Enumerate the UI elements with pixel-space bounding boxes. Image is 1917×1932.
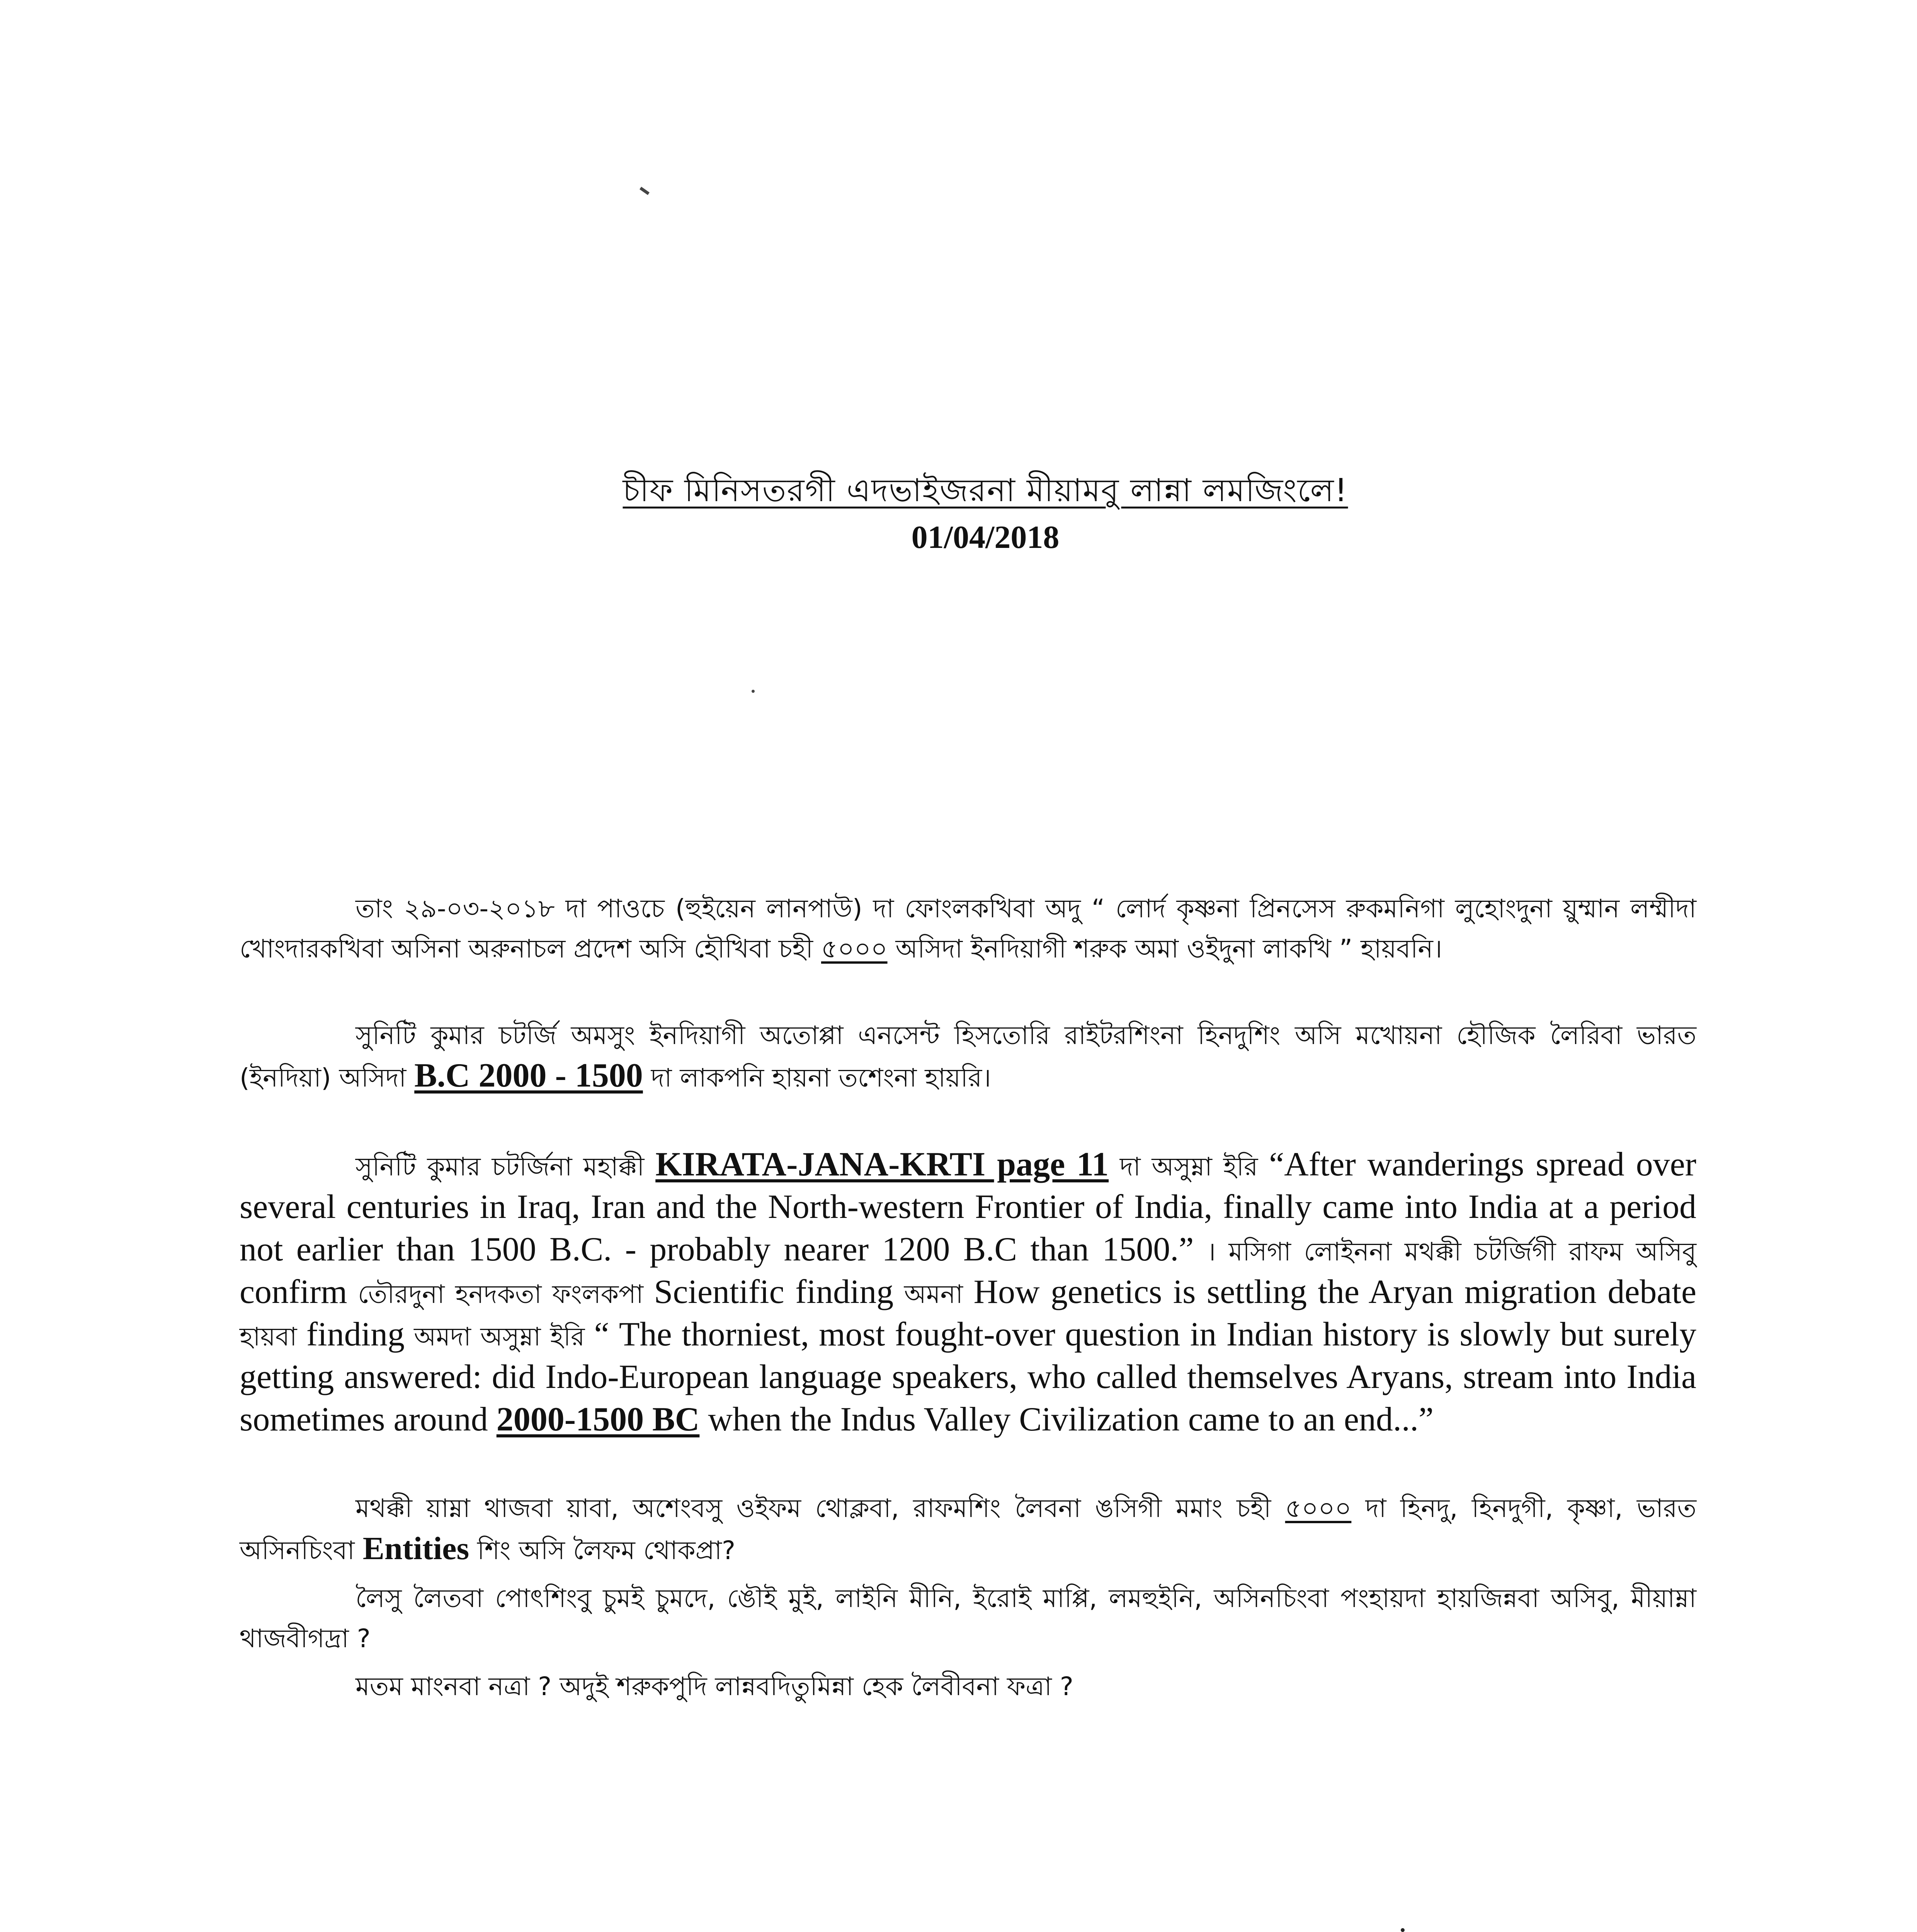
paragraph-3-quote-3-a: “ The thorniest, most fought-over question in Indian history is slowly but surely getting answered: did Indo-European language speakers, who called themselves Aryans, stream into India sometimes around — [240, 1316, 1696, 1438]
paragraph-3-scientific-finding: Scientific finding — [654, 1273, 894, 1311]
paragraph-6 — [240, 1667, 1696, 1707]
paragraph-4-text-b: দা হিনদু, হিনদুগী, কৃষ্ণা, ভারত অসিনচিংবা — [240, 1493, 1697, 1565]
paragraph-3-date-range: 2000-1500 BC — [496, 1401, 700, 1438]
paragraph-2-text-a: সুনিটি কুমার চটর্জি অমসুং ইনদিয়াগী অতোপ্পা এনসেন্ট হিসতোরি রাইটরশিংনা হিনদুশিং অসি মখোয়না হৌজিক লৈরিবা ভারত (ইনদিয়া) অসিদা — [240, 1020, 1696, 1093]
document-title: চীফ মিনিসতরগী এদভাইজরনা মীয়ামবু লান্না লমজিংলে! — [623, 472, 1348, 509]
header — [502, 468, 1468, 559]
paragraph-3-confirm: confirm — [240, 1273, 347, 1311]
paragraph-3-text-a: সুনিটি কুমার চটর্জিনা মহাক্কী — [356, 1152, 656, 1182]
paragraph-1-text-b: অসিদা ইনদিয়াগী শরুক অমা ওইদুনা লাকখি ” হায়বনি। — [887, 934, 1442, 964]
paragraph-5-text: লৈসু লৈতবা পোৎশিংবু চুমই চুমদে, ঙৌই মুই, লাইনি মীনি, ইরোই মাপ্পি, লমহুইনি, অসিনচিংবা পংহায়দা হায়জিন্নবা অসিবু, মীয়াম্না থাজবীগদ্রা ? — [240, 1583, 1696, 1653]
paragraph-2-text-b: দা লাকপনি হায়না তশেংনা হায়রি। — [643, 1063, 991, 1093]
paragraph-4-text-c: শিং অসি লৈফম থোকপ্রা? — [469, 1536, 736, 1565]
paragraph-6-text: মতম মাংনবা নত্রা ? অদুই শরুকপুদি লান্নবদিতুমিন্না হেক লৈবীবনা ফত্রা ? — [356, 1672, 1073, 1701]
paragraph-4-number: ৫০০০ — [1285, 1493, 1352, 1523]
paragraph-3-text-f: হায়বা — [240, 1322, 306, 1352]
paragraph-1 — [240, 889, 1696, 969]
paragraph-1-number: ৫০০০ — [821, 934, 888, 964]
paragraph-3-finding: finding — [306, 1316, 405, 1353]
paragraph-3-text-g: অমদা অসুম্না ইরি — [405, 1322, 594, 1352]
scan-mark-tick — [640, 187, 650, 195]
document-date: 01/04/2018 — [911, 519, 1060, 555]
paragraph-5 — [240, 1578, 1696, 1659]
paragraph-3-text-c: । মসিগা লোইননা মথক্কী চটর্জিগী রাফম অসিবু — [1194, 1237, 1697, 1267]
document-body — [240, 889, 1696, 1753]
paragraph-3-quote-3-b: when the Indus Valley Civilization came to an end...” — [699, 1401, 1434, 1438]
scan-mark-dot — [752, 690, 755, 693]
paragraph-3-quote-1: “After wanderings spread over several centuries in Iraq, Iran and the North-western Frontier of India, finally came into India at a period not earlier than 1500 B.C. - probably nearer 1200 B.C than 1500.” — [240, 1146, 1696, 1268]
paragraph-4-entities: Entities — [362, 1531, 469, 1566]
paragraph-4 — [240, 1488, 1696, 1571]
paragraph-3-text-b: দা অসুম্না ইরি — [1109, 1152, 1269, 1182]
paragraph-3-book-reference: KIRATA-JANA-KRTI page 11 — [655, 1146, 1109, 1183]
paragraph-4-text-a: মথক্কী য়াম্না থাজবা য়াবা, অশেংবসু ওইফম থোক্লবা, রাফমশিং লৈবনা ঙসিগী মমাং চহী — [356, 1493, 1285, 1523]
paragraph-1-text-a: তাং ২৯-০৩-২০১৮ দা পাওচে (হুইয়েন লানপাউ) দা ফোংলকখিবা অদু “ লোর্দ কৃষ্ণনা প্রিনসেস রুকমনিগা লুহোংদুনা য়ুম্মান লম্মীদা খোংদারকখিবা অসিনা অরুনাচল প্রদেশ অসি হৌখিবা চহী — [240, 894, 1696, 964]
paragraph-2 — [240, 1015, 1696, 1098]
paragraph-3 — [240, 1145, 1696, 1442]
paragraph-3-quote-2: How genetics is settling the Aryan migration debate — [973, 1273, 1697, 1311]
paragraph-3-text-e: অমনা — [893, 1279, 974, 1309]
paragraph-3-text-d: তৌরদুনা হনদকতা ফংলকপা — [347, 1279, 654, 1309]
paragraph-2-date-range: B.C 2000 - 1500 — [414, 1057, 643, 1094]
scan-mark-dot — [1401, 1928, 1405, 1932]
